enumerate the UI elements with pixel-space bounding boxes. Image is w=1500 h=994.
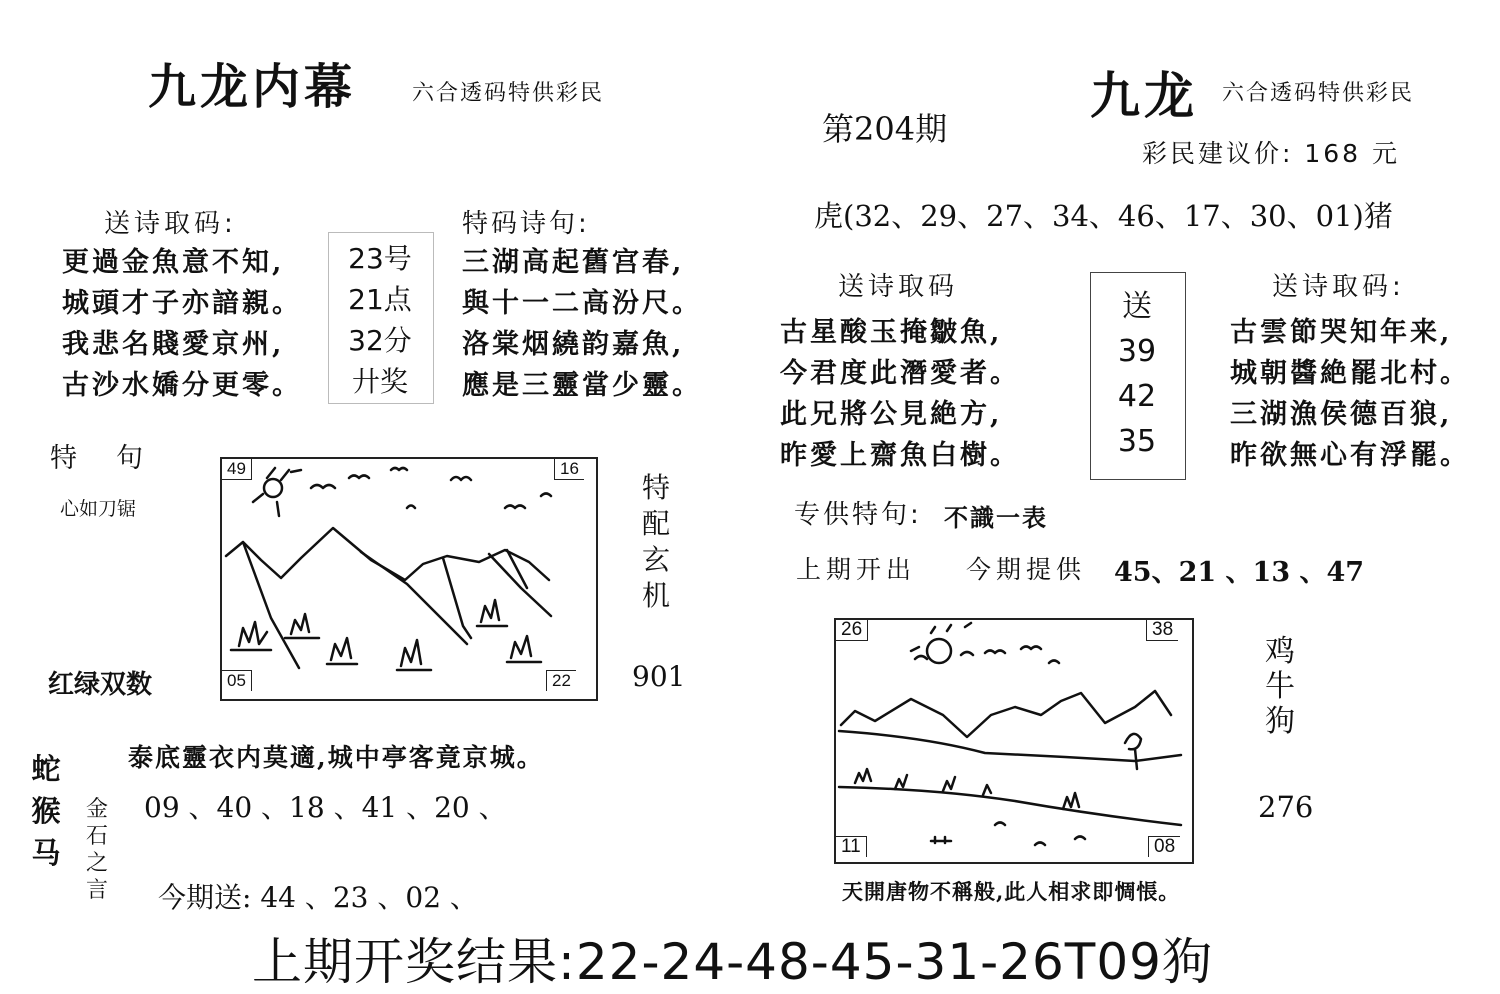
gold-numbers: 09 、40 、18 、41 、20 、	[144, 791, 507, 824]
last-result: 上期开奖结果:22-24-48-45-31-26T09狗	[252, 933, 1213, 991]
right-poem-heading-left: 送诗取码	[838, 272, 959, 302]
box-line: 32分	[348, 324, 412, 357]
last-issue-label: 上期开出	[796, 555, 917, 584]
zodiac-column	[28, 748, 64, 874]
animal-char: 鸡	[1265, 634, 1295, 669]
left-corner-bottom-right: 22	[546, 670, 576, 691]
poem-line: 三湖漁侯德百狼,	[1230, 399, 1453, 430]
right-corner-bottom-right: 08	[1148, 836, 1180, 857]
zodiac-char: 猴	[31, 794, 61, 828]
te-ju-text: 心如刀锯	[60, 498, 137, 520]
right-number: 276	[1258, 790, 1314, 824]
right-title: 九龙	[1090, 66, 1198, 125]
poem-line: 此兄將公見絶方,	[780, 399, 1003, 430]
tiger-pig-line: 虎(32、29、27、34、46、17、30、01)猪	[814, 199, 1393, 233]
box-line: 42	[1117, 379, 1157, 414]
zodiac-char: 蛇	[31, 752, 61, 786]
left-subtitle: 六合透码特供彩民	[412, 81, 605, 106]
price: 彩民建议价: 168 元	[1142, 139, 1401, 168]
box-line: 35	[1117, 424, 1157, 459]
right-corner-bottom-left: 11	[836, 836, 867, 857]
poem-line: 古沙水嬌分更零。	[62, 370, 302, 401]
right-poem-left	[780, 312, 1020, 476]
animal-char: 牛	[1265, 669, 1295, 704]
poem-line: 古雲節哭知年来,	[1230, 317, 1453, 348]
box-line: 21点	[348, 283, 412, 316]
left-bottom-poem: 泰底靈衣内莫適,城中亭客竟京城。	[128, 743, 544, 772]
gold-char: 言	[85, 878, 108, 903]
right-poem-heading-right: 送诗取码:	[1272, 272, 1405, 302]
poem-line: 昨愛上齋魚白樹。	[780, 440, 1020, 471]
right-corner-top-left: 26	[836, 620, 868, 641]
left-poem	[62, 242, 302, 406]
vertical-char: 配	[641, 507, 670, 540]
right-center-box-text	[1092, 284, 1182, 464]
poem-line: 更過金魚意不知,	[62, 247, 285, 278]
vertical-char: 特	[641, 471, 670, 504]
right-bottom-poem: 天開唐物不稱般,此人相求即惆悵。	[842, 879, 1181, 904]
box-line: 送	[1122, 289, 1152, 324]
poem-line: 城頭才子亦諳親。	[62, 288, 302, 319]
left-poem-heading: 送诗取码:	[104, 209, 237, 239]
gold-char: 金	[85, 797, 108, 822]
today-send: 今期送: 44 、23 、02 、	[158, 881, 478, 914]
animal-char: 狗	[1265, 704, 1295, 739]
box-line: 23号	[348, 242, 412, 275]
poem-line: 城朝醬絶罷北村。	[1230, 358, 1470, 389]
left-landscape-drawing	[221, 458, 595, 698]
box-line: 39	[1117, 334, 1157, 369]
poem-line: 與十一二高汾尺。	[462, 288, 702, 319]
left-corner-top-left: 49	[222, 459, 252, 480]
right-corner-top-right: 38	[1146, 620, 1178, 641]
poem-line: 今君度此潛愛者。	[780, 358, 1020, 389]
animals-column	[1260, 634, 1300, 739]
special-label: 专供特句:	[794, 500, 922, 530]
vertical-char: 机	[641, 579, 670, 612]
poem-line: 我悲名賤愛京州,	[62, 329, 285, 360]
issue-number: 第204期	[822, 110, 948, 148]
hong-lv-label: 红绿双数	[48, 670, 153, 700]
gold-char: 之	[85, 851, 108, 876]
poem-line: 古星酸玉掩皺魚,	[780, 317, 1003, 348]
poem-line: 應是三靈當少靈。	[462, 370, 702, 401]
left-center-box-text	[330, 238, 430, 402]
right-subtitle: 六合透码特供彩民	[1222, 81, 1415, 106]
gold-stone-column	[82, 796, 112, 904]
provide-numbers: 45、21 、13 、47	[1114, 557, 1365, 588]
te-pei-xuan-ji-column	[636, 470, 676, 614]
right-landscape-drawing	[835, 619, 1191, 861]
poem-line: 昨欲無心有浮罷。	[1230, 440, 1470, 471]
box-line: 廾奖	[351, 365, 408, 398]
provide-label: 今期提供	[966, 555, 1087, 584]
special-text: 不識一表	[944, 503, 1048, 532]
left-corner-bottom-left: 05	[222, 670, 252, 691]
vertical-char: 玄	[641, 543, 670, 576]
right-poem-right	[1230, 312, 1470, 476]
left-title: 九龙内幕	[148, 59, 357, 115]
te-ju-label: 特 句	[50, 443, 149, 474]
zodiac-char: 马	[31, 836, 61, 870]
poem-line: 洛棠烟繞韵嘉魚,	[462, 329, 685, 360]
special-heading: 特码诗句:	[462, 209, 590, 239]
poem-line: 三湖高起舊宫春,	[462, 247, 685, 278]
mystery-number: 901	[632, 660, 686, 693]
gold-char: 石	[85, 824, 108, 849]
left-corner-top-right: 16	[554, 459, 584, 480]
special-poem	[462, 242, 702, 406]
